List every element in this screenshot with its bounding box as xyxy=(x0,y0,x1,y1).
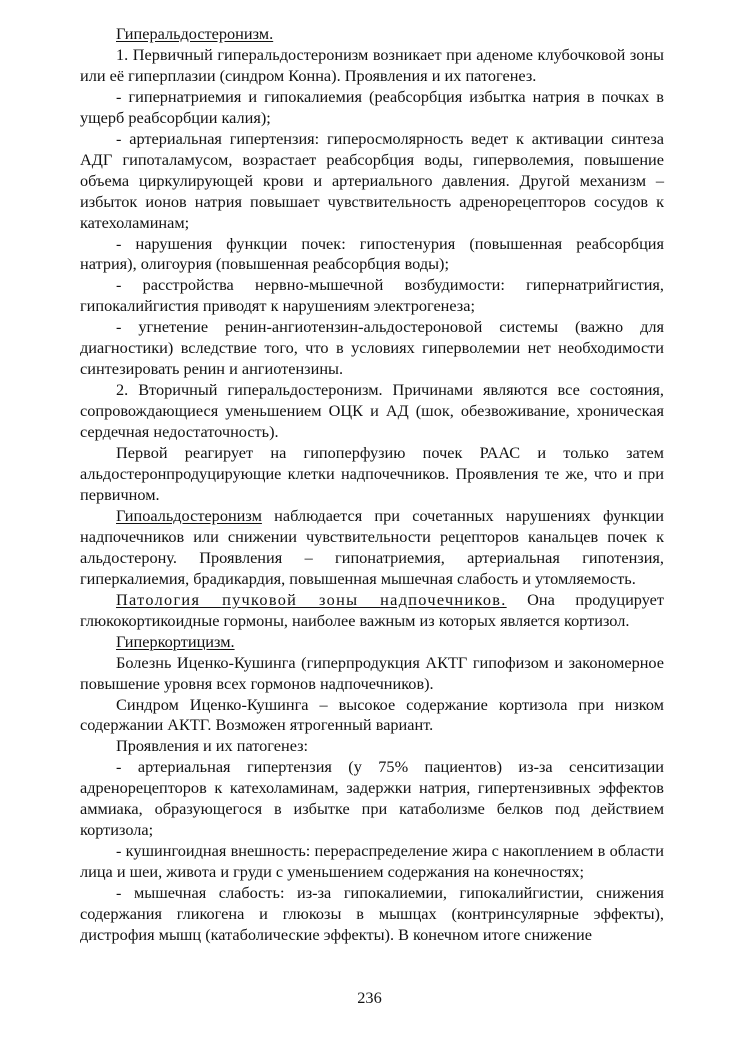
paragraph-hypoaldosteronism xyxy=(80,506,664,590)
paragraph-cushing-hypertension: - артериальная гипертензия (у 75% пациентов) из-за сенситизации адренорецепторов к катехоламинам, задержки натрия, гипертензивных эффектов аммиака, образующегося в избытке при катаболизме белков под действием кортизола; xyxy=(80,757,664,840)
paragraph-arterial-hypertension: - артериальная гипертензия: гиперосмолярность ведет к активации синтеза АДГ гипоталамусом, возрастает реабсорбция воды, гиперволемия, повышение объема циркулирующей крови и артериального давления. Другой механизм – избыток ионов натрия повышает чувствительность адренорецепторов сосудов к катехоламинам; xyxy=(80,128,664,232)
paragraph-muscle-weakness: - мышечная слабость: из-за гипокалиемии, гипокалийгистии, снижения содержания гликогена и глюкозы в мышцах (контринсулярные эффекты), дистрофия мышц (катаболические эффекты). В конечном итоге снижение xyxy=(80,883,664,944)
term-hypoaldosteronism: Гипоальдостеронизм xyxy=(116,505,262,525)
section-heading-hypercorticism xyxy=(80,632,664,653)
paragraph-kidney-dysfunction: - нарушения функции почек: гипостенурия (повышенная реабсорбция натрия), олигоурия (повышенная реабсорбция воды); xyxy=(80,233,664,274)
paragraph-cushingoid-appearance: - кушингоидная внешность: перераспределение жира с накоплением в области лица и шеи, живота и груди с уменьшением содержания на конечностях; xyxy=(80,841,664,882)
paragraph-cushing-syndrome: Синдром Иценко-Кушинга – высокое содержание кортизола при низком содержании АКТГ. Возможен ятрогенный вариант. xyxy=(80,694,664,735)
paragraph-primary-hyperaldosteronism: 1. Первичный гиперальдостеронизм возникает при аденоме клубочковой зоны или её гиперплазии (синдром Конна). Проявления и их патогенез. xyxy=(80,44,664,85)
paragraph-hypernatremia: - гипернатриемия и гипокалиемия (реабсорбция избытка натрия в почках в ущерб реабсорбции калия); xyxy=(80,86,664,127)
page-number: 236 xyxy=(357,988,382,1007)
term-fasciculata-pathology: Патология пучковой зоны надпочечников. xyxy=(116,589,507,609)
section-heading-hyperaldosteronism xyxy=(80,24,664,45)
document-body xyxy=(80,24,664,946)
paragraph-manifestations: Проявления и их патогенез: xyxy=(116,736,309,756)
paragraph-raas-reaction: Первой реагирует на гипоперфузию почек РААС и только затем альдостеронпродуцирующие клетки надпочечников. Проявления те же, что и при первичном. xyxy=(80,443,664,504)
paragraph-cushing-disease: Болезнь Иценко-Кушинга (гиперпродукция АКТГ гипофизом и закономерное повышение уровня всех гормонов надпочечников). xyxy=(80,652,664,693)
heading-text: Гиперкортицизм. xyxy=(116,631,235,651)
paragraph-neuromuscular-disorders: - расстройства нервно-мышечной возбудимости: гипернатрийгистия, гипокалийгистия приводят к нарушениям электрогенеза; xyxy=(80,275,664,316)
paragraph-text: наблюдается при сочетанных нарушениях функции надпочечников или снижении чувствительности рецепторов канальцев почек к альдостерону. Проявления – гипонатриемия, артериальная гипотензия, гиперкалиемия, брадикардия, повышенная мышечная слабость и утомляемость. xyxy=(80,505,664,588)
heading-text: Гиперальдостеронизм. xyxy=(116,24,274,43)
paragraph-secondary-hyperaldosteronism: 2. Вторичный гиперальдостеронизм. Причинами являются все состояния, сопровождающиеся уменьшением ОЦК и АД (шок, обезвоживание, хроническая сердечная недостаточность). xyxy=(80,380,664,442)
paragraph-fasciculata-pathology xyxy=(80,590,664,632)
paragraph-raas-suppression: - угнетение ренин-ангиотензин-альдостероновой системы (важно для диагностики) вследствие того, что в условиях гиперволемии нет необходимости синтезировать ренин и ангиотензины. xyxy=(80,317,664,379)
paragraph-text: Она продуцирует глюкокортикоидные гормоны, наиболее важным из которых является кортизол. xyxy=(80,589,664,630)
